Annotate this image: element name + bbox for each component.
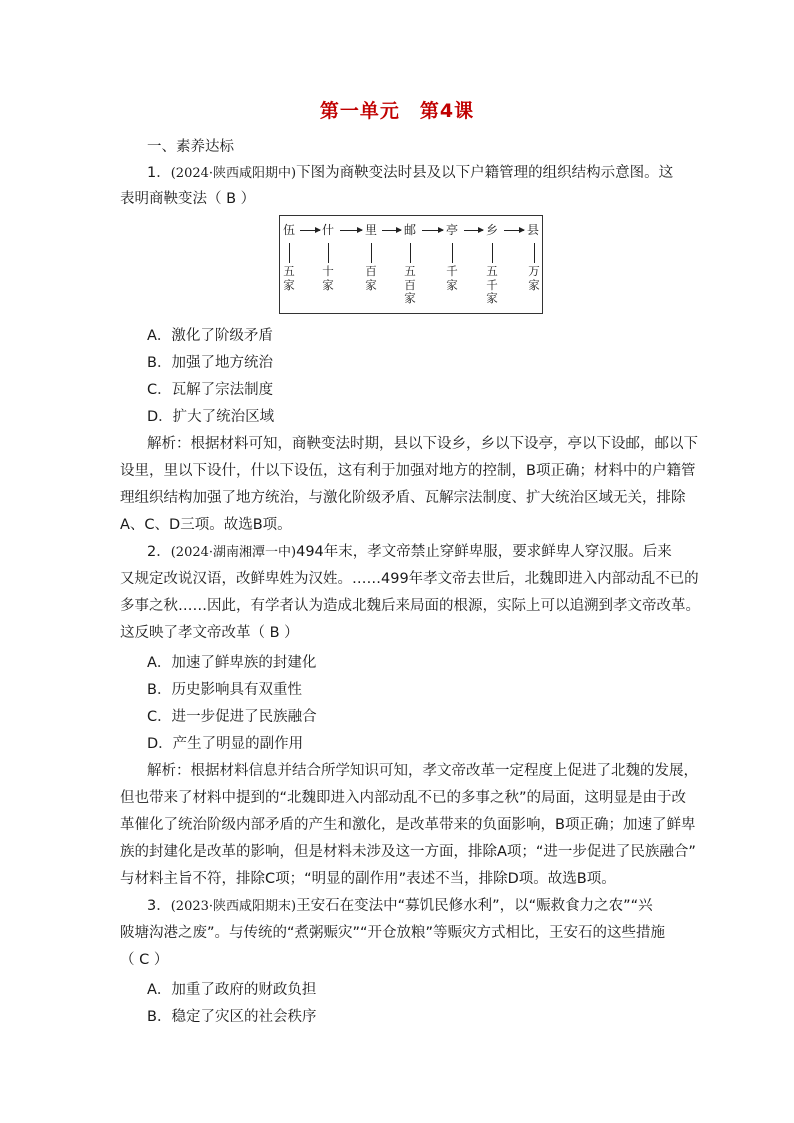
analysis-line: 但也带来了材料中提到的“北魏即进入内部动乱不已的多事之秋”的局面，这明显是由于改 — [120, 790, 687, 806]
arrow-icon — [340, 230, 362, 231]
analysis-line: 理组织结构加强了地方统治，与激化阶级矛盾、瓦解宗法制度、扩大统治区域无关，排除 — [120, 490, 686, 506]
question-number: 1． — [147, 165, 171, 181]
question-2-stem-line1 — [147, 542, 672, 563]
question-2-stem-line: 又规定改说汉语，改鲜卑姓为汉姓。……499年孝文帝去世后，北魏即进入内部动乱不已的 — [120, 571, 699, 587]
arrow-icon — [382, 230, 401, 231]
household-label: 百家 — [365, 264, 377, 292]
analysis-line: 解析：根据材料可知，商鞅变法时期，县以下设乡，乡以下设亭，亭以下设邮，邮以下 — [147, 436, 698, 452]
section-heading: 一、素养达标 — [147, 139, 234, 155]
diagram-node: 里 — [364, 223, 377, 237]
analysis-line: 族的封建化是改革的影响，但是材料未涉及这一方面，排除A项；“进一步促进了民族融合” — [120, 844, 696, 860]
arrow-icon — [422, 230, 443, 231]
household-label: 十家 — [322, 264, 334, 292]
household-label: 千家 — [446, 264, 458, 292]
analysis-line: 革催化了统治阶级内部矛盾的产生和激化，是改革带来的负面影响，B项正确；加速了鲜卑 — [120, 817, 696, 833]
diagram-node: 什 — [321, 223, 334, 237]
option-d: D．产生了明显的副作用 — [147, 736, 304, 752]
connector-line — [452, 243, 453, 263]
arrow-icon — [464, 230, 483, 231]
option-c: C．进一步促进了民族融合 — [147, 709, 317, 725]
option-a: A．加速了鲜卑族的封建化 — [147, 655, 317, 671]
diagram-node: 伍 — [282, 223, 295, 237]
option-a: A．激化了阶级矛盾 — [147, 328, 273, 344]
question-text: 494年末，孝文帝禁止穿鲜卑服，要求鲜卑人穿汉服。后来 — [296, 544, 672, 560]
question-2-stem-line: 这反映了孝文帝改革（ B ） — [120, 625, 299, 641]
household-structure-diagram — [279, 215, 543, 314]
question-3-stem-line1 — [147, 896, 653, 917]
diagram-node: 亭 — [445, 223, 458, 237]
household-label: 五千家 — [486, 264, 498, 305]
analysis-line: A、C、D三项。故选B项。 — [120, 517, 292, 533]
question-1-stem-line2: 表明商鞅变法（ B ） — [120, 191, 256, 207]
question-2-stem-line: 多事之秋……因此，有学者认为造成北魏后来局面的根源，实际上可以追溯到孝文帝改革。 — [120, 598, 700, 614]
question-source: (2024·湖南湘潭一中) — [170, 545, 297, 560]
question-text: 王安石在变法中“募饥民修水利”，以“赈救食力之农”“兴 — [296, 898, 653, 914]
option-a: A．加重了政府的财政负担 — [147, 982, 317, 998]
option-b: B．稳定了灾区的社会秩序 — [147, 1009, 317, 1025]
arrow-icon — [300, 230, 320, 231]
analysis-line: 设里，里以下设什，什以下设伍，这有利于加强对地方的控制，B项正确；材料中的户籍管 — [120, 463, 696, 479]
question-source: (2024·陕西咸阳期中) — [170, 166, 297, 181]
diagram-node: 乡 — [485, 223, 498, 237]
connector-line — [410, 243, 411, 263]
connector-line — [328, 243, 329, 263]
analysis-line: 与材料主旨不符，排除C项；“明显的副作用”表述不当，排除D项。故选B项。 — [120, 871, 616, 887]
connector-line — [534, 243, 535, 263]
arrow-icon — [504, 230, 524, 231]
connector-line — [492, 243, 493, 263]
question-3-stem-line: 陂塘沟港之废”。与传统的“煮粥赈灾”“开仓放粮”等赈灾方式相比，王安石的这些措施 — [120, 925, 666, 941]
question-3-stem-line: （ C ） — [120, 952, 169, 968]
page-title: 第一单元 第4课 — [319, 100, 475, 122]
option-b: B．历史影响具有双重性 — [147, 682, 302, 698]
question-source: (2023·陕西咸阳期末) — [170, 899, 297, 914]
diagram-node: 县 — [526, 223, 539, 237]
household-label: 五百家 — [404, 264, 416, 305]
diagram-node: 邮 — [403, 223, 416, 237]
connector-line — [371, 243, 372, 263]
question-number: 2． — [147, 544, 171, 560]
connector-line — [289, 243, 290, 263]
household-label: 万家 — [528, 264, 540, 292]
option-b: B．加强了地方统治 — [147, 355, 273, 371]
question-number: 3． — [147, 898, 171, 914]
option-d: D．扩大了统治区域 — [147, 409, 275, 425]
option-c: C．瓦解了宗法制度 — [147, 382, 274, 398]
analysis-line: 解析：根据材料信息并结合所学知识可知，孝文帝改革一定程度上促进了北魏的发展， — [147, 763, 698, 779]
household-label: 五家 — [283, 264, 295, 292]
question-text: 下图为商鞅变法时县及以下户籍管理的组织结构示意图。这 — [296, 165, 674, 181]
question-1-stem-line1 — [147, 163, 673, 184]
